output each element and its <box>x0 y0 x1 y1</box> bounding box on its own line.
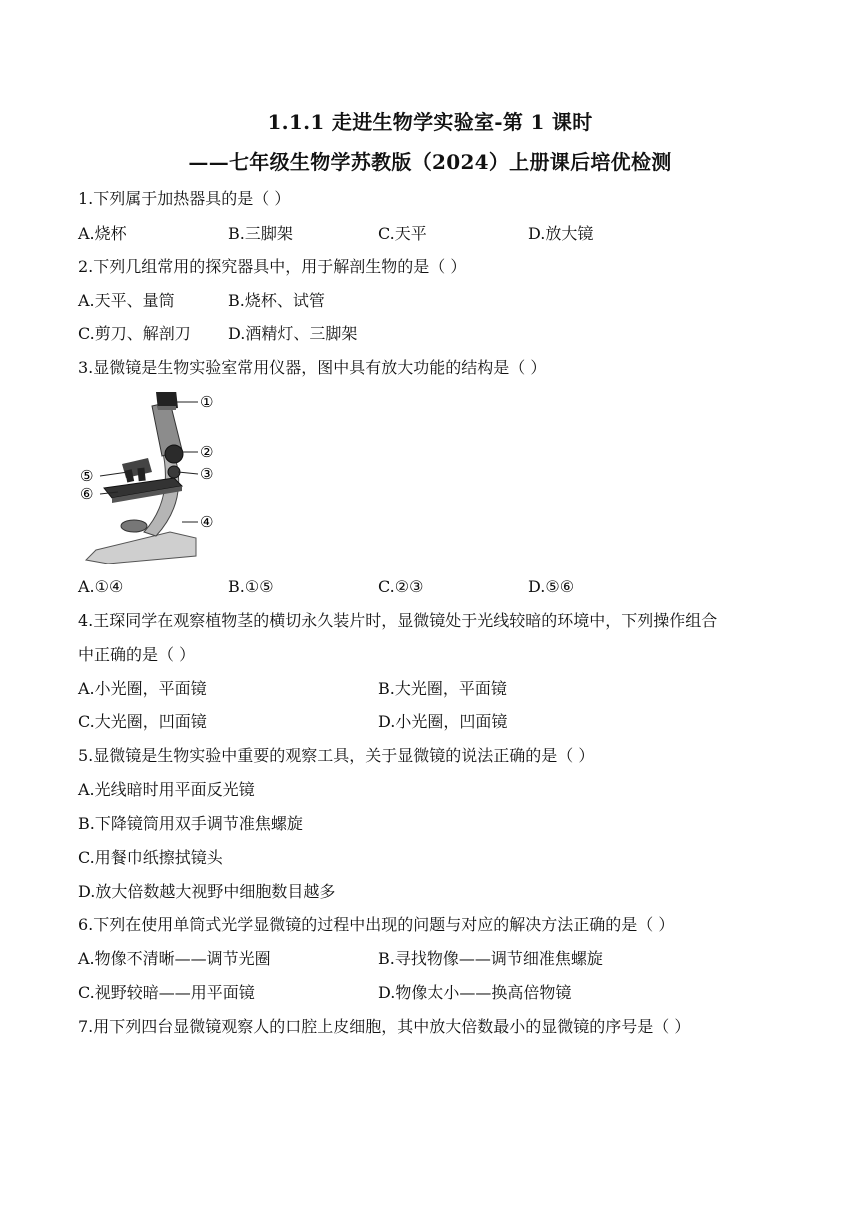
question-1-stem: 1.下列属于加热器具的是（ ） <box>78 189 291 208</box>
question-2-option-a: A.天平、量筒 <box>78 291 175 310</box>
question-2-option-b: B.烧杯、试管 <box>228 291 325 310</box>
figure-label-3: ③ <box>200 465 214 483</box>
question-3-option-c: C.②③ <box>378 577 424 596</box>
worksheet-subtitle: ——七年级生物学苏教版（2024）上册课后培优检测 <box>188 150 672 174</box>
question-5-stem: 5.显微镜是生物实验中重要的观察工具，关于显微镜的说法正确的是（ ） <box>78 746 595 765</box>
worksheet-title: 1.1.1 走进生物学实验室-第 1 课时 <box>267 110 593 134</box>
question-6-option-b: B.寻找物像——调节细准焦螺旋 <box>378 949 603 968</box>
question-5-option-b: B.下降镜筒用双手调节准焦螺旋 <box>78 814 303 833</box>
question-4-option-c: C.大光圈，凹面镜 <box>78 712 207 731</box>
question-3-option-b: B.①⑤ <box>228 577 274 596</box>
question-6-option-a: A.物像不清晰——调节光圈 <box>78 949 271 968</box>
figure-label-5: ⑤ <box>80 467 94 485</box>
question-2-stem: 2.下列几组常用的探究器具中，用于解剖生物的是（ ） <box>78 257 467 276</box>
question-4-option-d: D.小光圈，凹面镜 <box>378 712 508 731</box>
figure-label-1: ① <box>200 393 214 411</box>
figure-label-6: ⑥ <box>80 485 94 503</box>
question-6-stem: 6.下列在使用单筒式光学显微镜的过程中出现的问题与对应的解决方法正确的是（ ） <box>78 915 675 934</box>
question-3-stem: 3.显微镜是生物实验室常用仪器，图中具有放大功能的结构是（ ） <box>78 358 547 377</box>
figure-label-2: ② <box>200 443 214 461</box>
question-1-option-c: C.天平 <box>378 224 427 243</box>
question-1-option-d: D.放大镜 <box>528 224 594 243</box>
question-2-option-d: D.酒精灯、三脚架 <box>228 324 358 343</box>
question-2-option-c: C.剪刀、解剖刀 <box>78 324 191 343</box>
question-4-option-a: A.小光圈，平面镜 <box>78 679 207 698</box>
microscope-figure <box>78 392 224 564</box>
question-7-stem: 7.用下列四台显微镜观察人的口腔上皮细胞，其中放大倍数最小的显微镜的序号是（ ） <box>78 1017 691 1036</box>
question-1-option-b: B.三脚架 <box>228 224 293 243</box>
question-3-option-a: A.①④ <box>78 577 124 596</box>
question-4-stem-continued: 中正确的是（ ） <box>78 645 196 664</box>
question-4-option-b: B.大光圈，平面镜 <box>378 679 507 698</box>
question-4-stem: 4.王琛同学在观察植物茎的横切永久装片时，显微镜处于光线较暗的环境中，下列操作组合 <box>78 611 718 630</box>
figure-label-4: ④ <box>200 513 214 531</box>
question-3-option-d: D.⑤⑥ <box>528 577 575 596</box>
question-1-option-a: A.烧杯 <box>78 224 127 243</box>
question-6-option-c: C.视野较暗——用平面镜 <box>78 983 255 1002</box>
question-5-option-a: A.光线暗时用平面反光镜 <box>78 780 255 799</box>
question-5-option-d: D.放大倍数越大视野中细胞数目越多 <box>78 882 336 901</box>
microscope-illustration <box>78 392 224 564</box>
question-5-option-c: C.用餐巾纸擦拭镜头 <box>78 848 223 867</box>
question-6-option-d: D.物像太小——换高倍物镜 <box>378 983 572 1002</box>
